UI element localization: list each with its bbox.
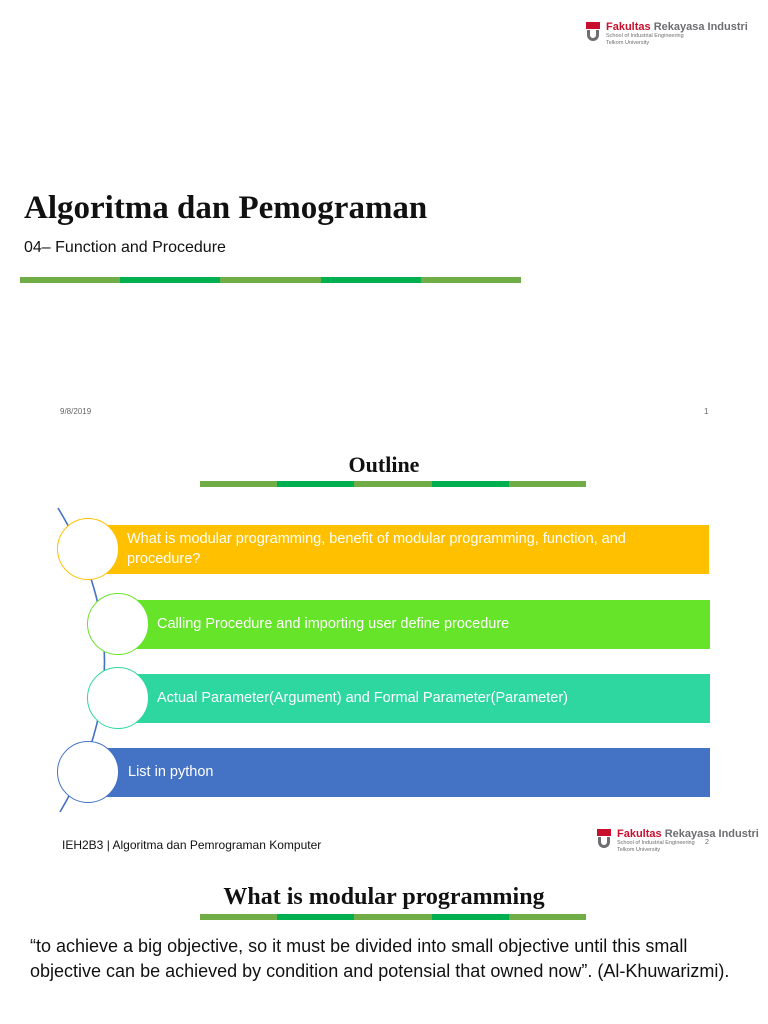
- slide1-title: Algoritma dan Pemograman: [24, 190, 428, 226]
- slide3-quote: “to achieve a big objective, so it must be divided into small objective until this small objective can be achieved by condition and potensial that owned now”. (Al-Khuwarizmi).: [30, 936, 730, 982]
- slide1-subtitle: 04– Function and Procedure: [24, 239, 226, 256]
- logo-title-part1: Fakultas: [617, 828, 665, 840]
- outline-item-1-label: What is modular programming, benefit of modular programming, function, and procedure?: [127, 530, 626, 567]
- outline-bullet-3: [87, 667, 149, 729]
- outline-bullet-2: [87, 593, 149, 655]
- outline-item-2-label: Calling Procedure and importing user define procedure: [157, 615, 510, 632]
- outline-item-1: [88, 525, 709, 574]
- logo-line1: School of Industrial Engineering: [606, 33, 684, 39]
- logo-line2: Telkom University: [606, 39, 650, 46]
- slide2-page-number: 2: [705, 839, 709, 846]
- telkom-logo-slide2: [597, 829, 759, 853]
- slide3-divider-bar: [200, 914, 586, 920]
- outline-bullet-4: [57, 741, 119, 803]
- logo-title-part1: Fakultas: [606, 21, 654, 33]
- slide2-footer: IEH2B3 | Algoritma dan Pemrograman Komputer: [62, 838, 322, 852]
- outline-item-3-label: Actual Parameter(Argument) and Formal Parameter(Parameter): [157, 689, 568, 706]
- outline-item-4-label: List in python: [128, 763, 214, 780]
- logo-title-part2: Rekayasa Industri: [664, 828, 759, 840]
- outline-item-3: [118, 674, 710, 723]
- outline-bullet-1: [57, 518, 119, 580]
- logo-line1: School of Industrial Engineering: [617, 840, 695, 846]
- slide1-date: 9/8/2019: [60, 407, 92, 416]
- logo-line2: Telkom University: [617, 846, 661, 853]
- telkom-university-icon: [597, 829, 611, 849]
- slide1-page-number: 1: [704, 407, 709, 416]
- slide3-title: What is modular programming: [223, 884, 545, 910]
- slide2-title: Outline: [348, 452, 420, 477]
- outline-item-2: [118, 600, 710, 649]
- outline-item-4: [88, 748, 710, 797]
- logo-title-part2: Rekayasa Industri: [653, 21, 748, 33]
